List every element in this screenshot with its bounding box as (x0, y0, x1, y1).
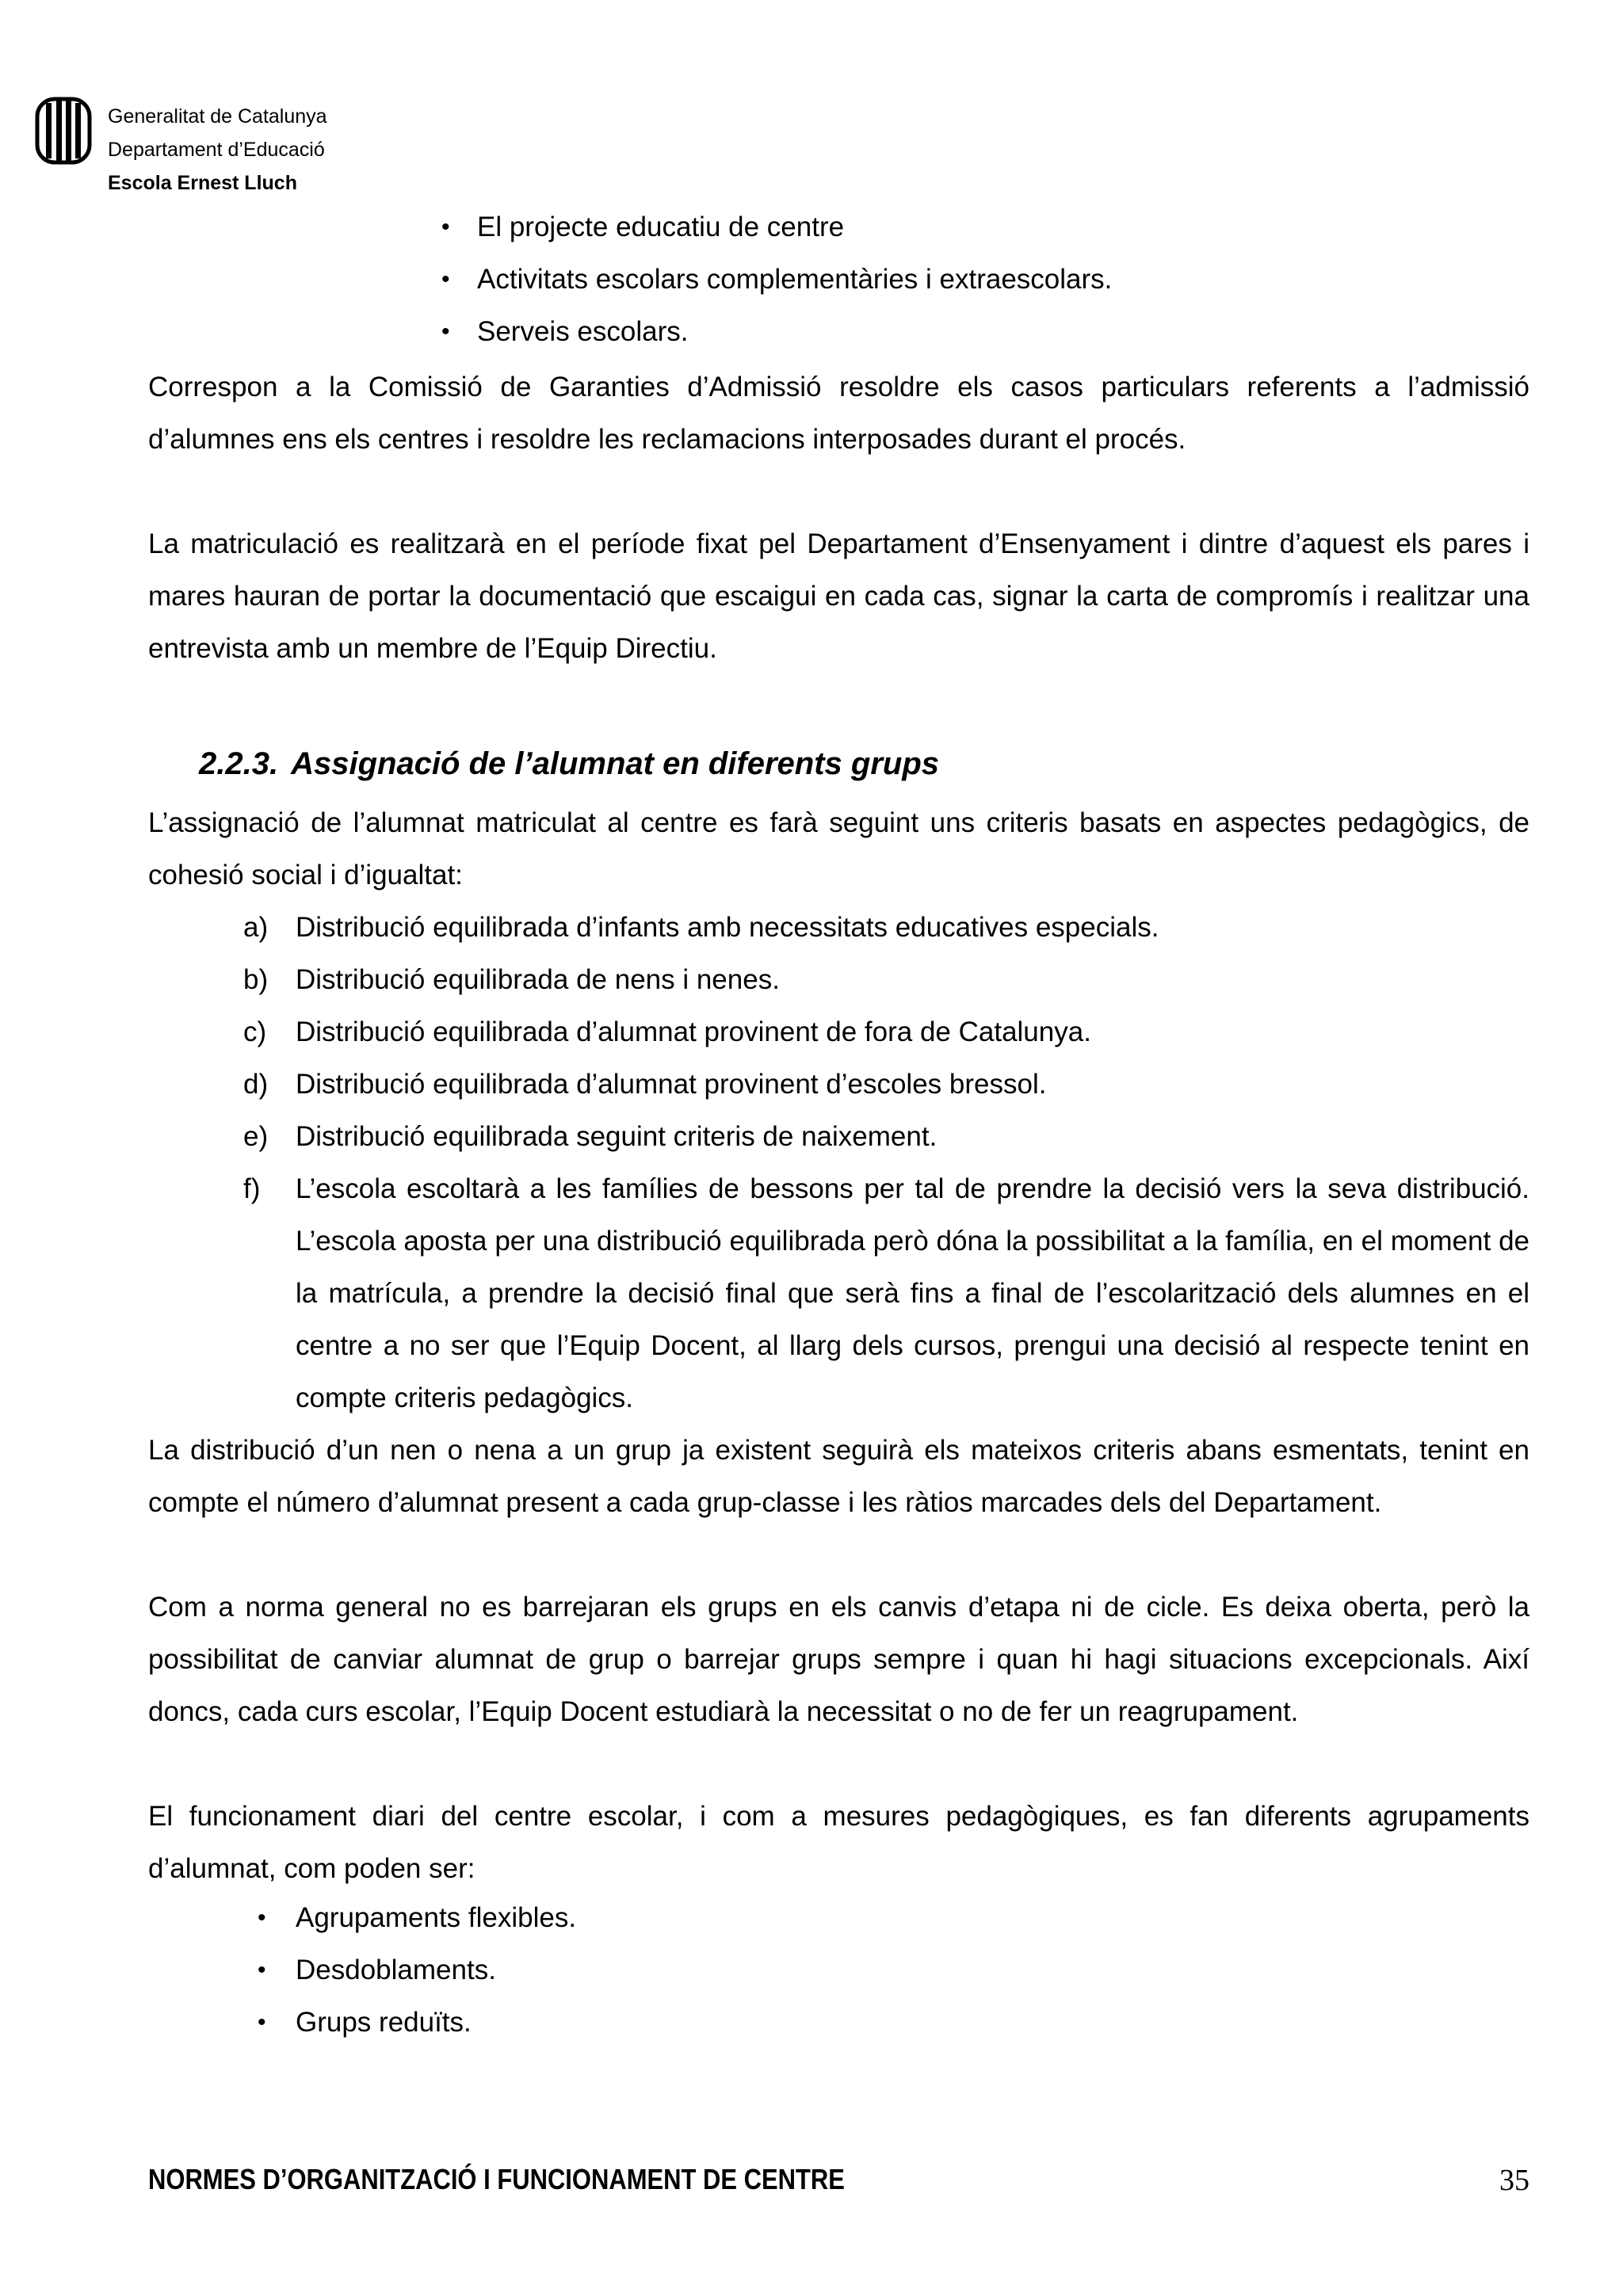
page-body (148, 204, 1529, 2052)
bullet-icon: • (258, 2009, 266, 2035)
section-heading (199, 735, 1529, 792)
list-marker: a) (243, 912, 269, 943)
bullet-icon: • (258, 1905, 266, 1931)
list-item: e) Distribució equilibrada seguint criteris de naixement. (148, 1111, 1529, 1163)
footer-title: NORMES D’ORGANITZACIÓ I FUNCIONAMENT DE CENTRE (148, 2163, 845, 2195)
page-number: 35 (1499, 2164, 1529, 2197)
list-item: f) L’escola escoltarà a les famílies de bessons per tal de prendre la decisió vers la seva distribució. L’escola aposta per una distribució equilibrada però dóna la possibilitat a la família, en el moment de la matrícula, a prendre la decisió final que serà fins a final de l’escolarització dels alumnes en el centre a no ser que l’Equip Docent, al llarg dels cursos, prengui una decisió al respecte tenint en compte criteris pedagògics. (148, 1163, 1529, 1425)
bullet-icon: • (441, 318, 450, 345)
paragraph-general-rule: Com a norma general no es barrejaran els grups en els canvis d’etapa ni de cicle. Es deixa oberta, però la possibilitat de canviar alumnat de grup o barrejar grups sempre i quan hi hagi situacions excepcionals. Així doncs, cada curs escolar, l’Equip Docent estudiarà la necessitat o no de fer un reagrupament. (148, 1592, 1529, 1727)
header-line-2: Departament d’Educació (108, 139, 325, 161)
generalitat-logo-icon (35, 97, 92, 165)
list-item: d) Distribució equilibrada d’alumnat provinent d’escoles bressol. (148, 1058, 1529, 1111)
bullet-icon: • (258, 1957, 266, 1983)
list-marker: f) (243, 1173, 261, 1204)
list-marker: e) (243, 1121, 269, 1152)
paragraph-admission-commission: Correspon a la Comissió de Garanties d’Admissió resoldre els casos particulars referents a l’admissió d’alumnes ens els centres i resoldre les reclamacions interposades durant el procés. (148, 372, 1529, 455)
bullet-icon: • (441, 266, 450, 292)
list-item: b) Distribució equilibrada de nens i nenes. (148, 954, 1529, 1006)
list-item: c) Distribució equilibrada d’alumnat provinent de fora de Catalunya. (148, 1006, 1529, 1058)
header-school-name: Escola Ernest Lluch (108, 172, 297, 194)
paragraph-distribution: La distribució d’un nen o nena a un grup ja existent seguirà els mateixos criteris abans esmentats, tenint en compte el número d’alumnat present a cada grup-classe i les ràtios marcades dels del Departament. (148, 1435, 1529, 1518)
page-footer (148, 2163, 1529, 2210)
list-item: a) Distribució equilibrada d’infants amb necessitats educatives especials. (148, 902, 1529, 954)
list-marker: b) (243, 964, 269, 995)
list-item: • El projecte educatiu de centre (148, 204, 1529, 257)
list-item: • Activitats escolars complementàries i extraescolars. (148, 257, 1529, 309)
grouping-bullet-list (148, 1895, 1529, 2052)
section-title: Assignació de l’alumnat en diferents grups (291, 746, 940, 781)
criteria-list (148, 902, 1529, 1425)
list-item: • Agrupaments flexibles. (148, 1895, 1529, 1947)
list-marker: d) (243, 1069, 269, 1100)
header-line-1: Generalitat de Catalunya (108, 105, 327, 128)
section-number: 2.2.3. (199, 746, 279, 781)
paragraph-enrolment: La matriculació es realitzarà en el període fixat pel Departament d’Ensenyament i dintre d’aquest els pares i mares hauran de portar la documentació que escaigui en cada cas, signar la carta de compromís i realitzar una entrevista amb un membre de l’Equip Directiu. (148, 528, 1529, 664)
list-marker: c) (243, 1016, 267, 1047)
top-bullet-list (148, 204, 1529, 361)
paragraph-assignment-intro: L’assignació de l’alumnat matriculat al centre es farà seguint uns criteris basats en aspectes pedagògics, de cohesió social i d’igualtat: (148, 807, 1529, 891)
list-item: • Desdoblaments. (148, 1947, 1529, 2000)
bullet-icon: • (441, 214, 450, 240)
list-item: • Serveis escolars. (148, 309, 1529, 361)
paragraph-daily-operation: El funcionament diari del centre escolar, i com a mesures pedagògiques, es fan diferents agrupaments d’alumnat, com poden ser: (148, 1801, 1529, 1884)
list-item: • Grups reduïts. (148, 2000, 1529, 2052)
